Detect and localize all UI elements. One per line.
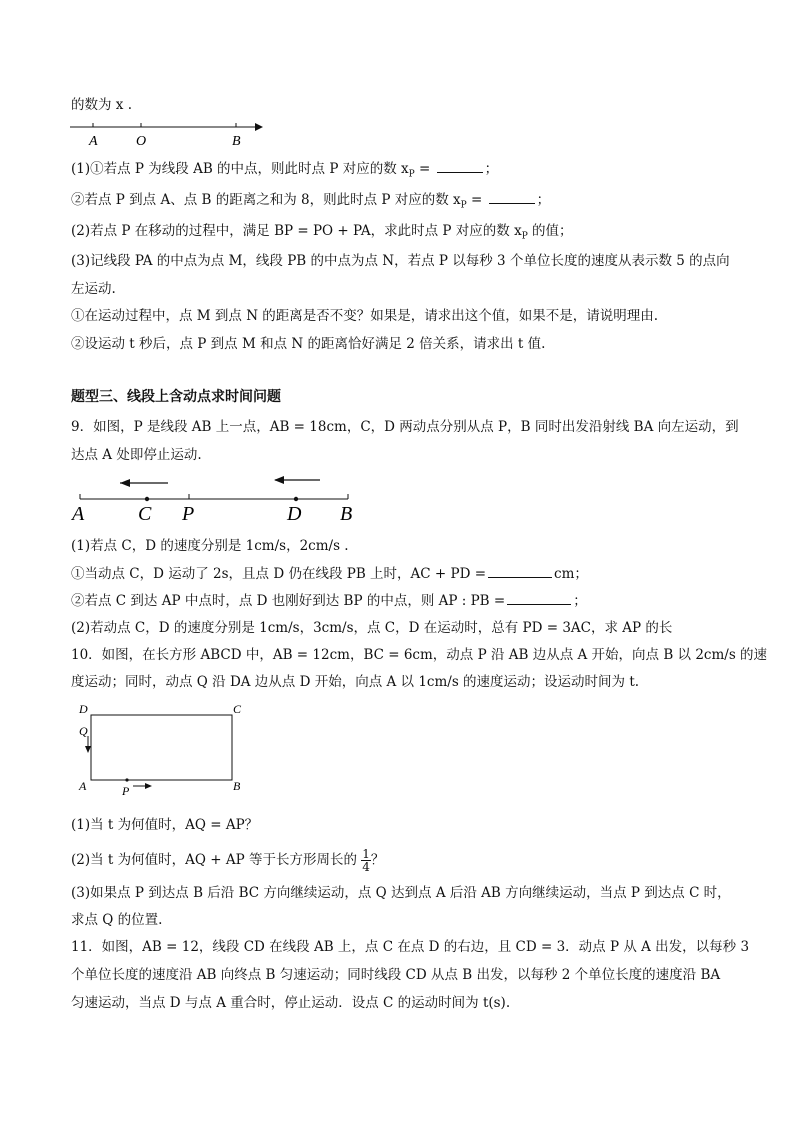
q9-1: (1)若点 C，D 的速度分别是 1cm/s，2cm/s .	[71, 538, 349, 554]
label-P: P	[182, 503, 195, 525]
q8-2	[71, 222, 573, 246]
fraction	[361, 848, 371, 873]
label-Q: Q	[79, 724, 88, 738]
tail: ；	[573, 593, 587, 609]
label-B: B	[233, 779, 241, 793]
number-line-figure	[70, 118, 270, 148]
q10-2-text: (2)当 t 为何值时，AQ + AP 等于长方形周长的	[71, 852, 357, 868]
equals: =	[414, 161, 435, 177]
label-D: D	[287, 503, 302, 525]
label-A: A	[72, 503, 85, 525]
q10-1: (1)当 t 为何值时，AQ = AP？	[71, 817, 259, 833]
label-A: A	[89, 134, 98, 149]
equals: =	[466, 192, 487, 208]
q10a: 10．如图，在长方形 ABCD 中，AB = 12cm，BC = 6cm，动点 P 沿 AB 边从点 A 开始，向点 B 以 2cm/s 的速	[71, 647, 768, 663]
tail: cm；	[554, 566, 588, 582]
rectangle-figure	[75, 700, 255, 800]
text-line: 的数为 x .	[71, 97, 132, 113]
q10b: 度运动；同时，动点 Q 沿 DA 边从点 D 开始，向点 A 以 1cm/s 的速度运动；设运动时间为 t.	[71, 674, 640, 690]
q11c: 匀速运动，当点 D 与点 A 重合时，停止运动．设点 C 的运动时间为 t(s).	[71, 995, 511, 1011]
q8-1a-text: (1)①若点 P 为线段 AB 的中点，则此时点 P 对应的数 x	[71, 161, 409, 177]
label-B: B	[340, 503, 353, 525]
q8-2-text: (2)若点 P 在移动的过程中，满足 BP = PO + PA，求此时点 P 对应的数 x	[71, 223, 522, 239]
q8-1b	[71, 191, 550, 215]
subscript: P	[521, 231, 528, 242]
segment-figure	[70, 470, 370, 525]
q8-3a: (3)记线段 PA 的中点为点 M，线段 PB 的中点为点 N，若点 P 以每秒 3 个单位长度的速度从表示数 5 的点向	[71, 253, 730, 269]
subscript: P	[408, 169, 415, 180]
q8-3c: ①在运动过程中，点 M 到点 N 的距离是否不变？如果是，请求出这个值，如果不是，请说明理由.	[71, 308, 659, 324]
q9-1b	[71, 592, 587, 610]
tail: 的值；	[527, 223, 573, 239]
q9-1b-text: ②若点 C 到达 AP 中点时，点 D 也刚好到达 BP 的中点，则 AP : PB =	[71, 593, 506, 609]
label-C: C	[138, 503, 152, 525]
label-B: B	[232, 134, 241, 149]
q11a: 11．如图，AB = 12，线段 CD 在线段 AB 上，点 C 在点 D 的右边，且 CD = 3．动点 P 从 A 出发，以每秒 3	[71, 939, 750, 955]
denominator: 4	[362, 860, 370, 874]
q9-1a	[71, 565, 588, 583]
label-P: P	[122, 784, 130, 798]
q11b: 个单位长度的速度沿 AB 向终点 B 匀速运动；同时线段 CD 从点 B 出发，以每秒 2 个单位长度的速度沿 BA	[71, 967, 721, 983]
numerator: 1	[362, 847, 370, 861]
section-heading: 题型三、线段上含动点求时间问题	[71, 389, 281, 405]
subscript: P	[460, 200, 467, 211]
q8-3b: 左运动.	[71, 281, 116, 297]
q8-1a	[71, 160, 498, 184]
q9b: 达点 A 处即停止运动.	[71, 447, 202, 463]
label-O: O	[136, 134, 147, 149]
q10-3a: (3)如果点 P 到达点 B 后沿 BC 方向继续运动，点 Q 达到点 A 后沿 AB 方向继续运动，当点 P 到达点 C 时，	[71, 885, 731, 901]
q10-3b: 求点 Q 的位置.	[71, 912, 163, 928]
tail: ？	[370, 852, 385, 868]
label-A: A	[79, 779, 87, 793]
label-C: C	[233, 702, 242, 716]
answer-blank[interactable]	[488, 565, 552, 578]
q8-1b-text: ②若点 P 到点 A、点 B 的距离之和为 8，则此时点 P 对应的数 x	[71, 192, 461, 208]
q9a: 9．如图，P 是线段 AB 上一点，AB = 18cm，C，D 两动点分别从点 P，B 同时出发沿射线 BA 向左运动，到	[71, 419, 739, 435]
q9-1a-text: ①当动点 C，D 运动了 2s，且点 D 仍在线段 PB 上时，AC + PD =	[71, 566, 487, 582]
q8-3d: ②设运动 t 秒后，点 P 到点 M 和点 N 的距离恰好满足 2 倍关系，请求出 t 值.	[71, 336, 546, 352]
q9-2: (2)若动点 C，D 的速度分别是 1cm/s，3cm/s，点 C，D 在运动时，总有 PD = 3AC，求 AP 的长	[71, 620, 673, 636]
answer-blank[interactable]	[489, 191, 535, 204]
q10-2	[71, 848, 384, 873]
tail: ；	[536, 192, 551, 208]
answer-blank[interactable]	[437, 160, 483, 173]
label-D: D	[79, 702, 88, 716]
tail: ；	[484, 161, 499, 177]
answer-blank[interactable]	[507, 592, 571, 605]
